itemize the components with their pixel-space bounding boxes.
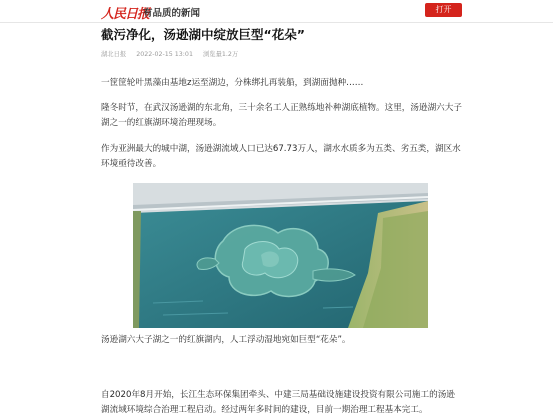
article-datetime: 2022-02-15 13:01 [136, 51, 193, 58]
brand-logo[interactable]: 人民日报 [101, 7, 150, 22]
photo-caption: 汤逊湖六大子湖之一的红旗湖内，人工浮动湿地宛如巨型“花朵”。 [101, 335, 351, 345]
article-meta [101, 49, 246, 58]
article-paragraph: 一筐筐轮叶黑藻由基地z运至湖边，分株绑扎再装船，到湖面抛种…… [101, 78, 364, 88]
article-paragraph: 隆冬时节，在武汉汤逊湖的东北角，三十余名工人正熟练地补种湖底植物。这里，汤逊湖六大子湖之一的红旗湖环境治理现场。 [101, 103, 462, 128]
article-source: 湖北日报 [101, 51, 127, 58]
article-paragraph: 自2020年8月开始，长江生态环保集团牵头、中建三局基础设施建设投资有限公司施工的汤逊湖流域环境综合治理工程启动。经过两年多时间的建设，目前一期治理工程基本完工。 [101, 390, 455, 415]
brand-slogan: 有品质的新闻 [143, 8, 201, 19]
open-app-button[interactable]: 打开 [425, 3, 462, 17]
article-title: 截污净化，汤逊湖中绽放巨型“花朵” [101, 27, 305, 42]
article-views: 浏览量1.2万 [202, 51, 239, 58]
article-paragraph: 作为亚洲最大的城中湖，汤逊湖流域人口已达67.73万人，湖水水质多为五类、劣五类，湖区水环境亟待改善。 [101, 144, 461, 169]
lake-flower-photo[interactable] [133, 183, 428, 328]
lake-photo-illustration [133, 183, 428, 328]
top-bar [0, 0, 553, 23]
